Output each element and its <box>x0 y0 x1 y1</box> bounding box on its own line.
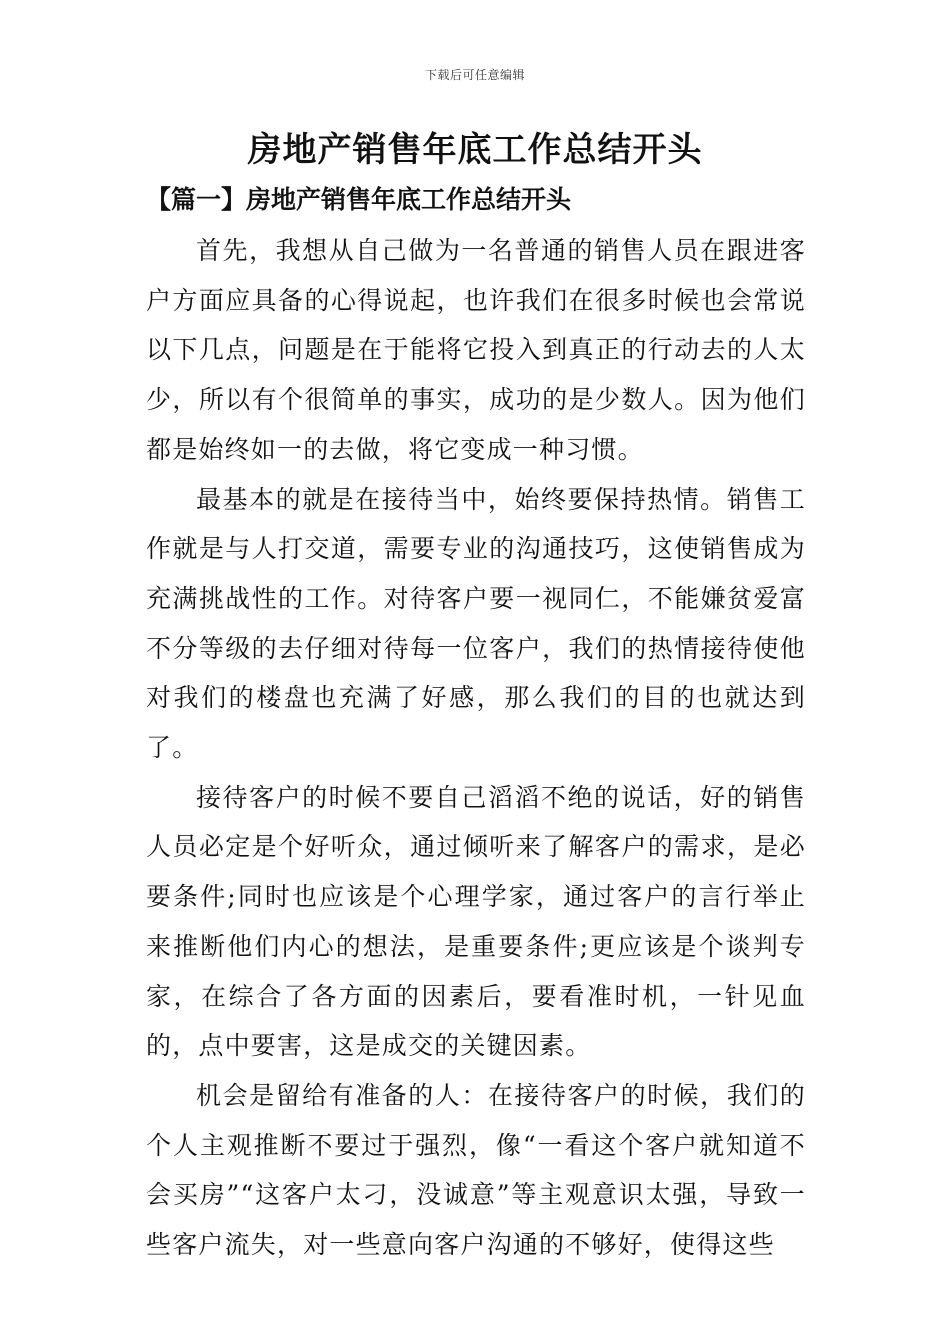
section-heading: 【篇一】房地产销售年底工作总结开头 <box>146 185 572 214</box>
document-title: 房地产销售年底工作总结开头 <box>247 130 703 170</box>
paragraph: 接待客户的时候不要自己滔滔不绝的说话，好的销售人员必定是个好听众，通过倾听来了解客户的需求，是必要条件;同时也应该是个心理学家，通过客户的言行举止来推断他们内心的想法，是重要条件;更应该是个谈判专家，在综合了各方面的因素后，要看准时机，一针见血的，点中要害，这是成交的关键因素。 <box>146 782 806 1061</box>
paragraph: 首先，我想从自己做为一名普通的销售人员在跟进客户方面应具备的心得说起，也许我们在很多时候也会常说以下几点，问题是在于能将它投入到真正的行动去的人太少，所以有个很简单的事实，成功的是少数人。因为他们都是始终如一的去做，将它变成一种习惯。 <box>146 236 806 464</box>
header-note: 下载后可任意编辑 <box>424 68 525 82</box>
paragraph: 最基本的就是在接待当中，始终要保持热情。销售工作就是与人打交道，需要专业的沟通技巧，这使销售成为充满挑战性的工作。对待客户要一视同仁，不能嫌贫爱富不分等级的去仔细对待每一位客户，我们的热情接待使他对我们的楼盘也充满了好感，那么我们的目的也就达到了。 <box>146 484 806 763</box>
document-body <box>146 226 806 1270</box>
paragraph: 机会是留给有准备的人：在接待客户的时候，我们的个人主观推断不要过于强烈，像“一看这个客户就知道不会买房”“这客户太刁，没诚意”等主观意识太强，导致一些客户流失，对一些意向客户沟通的不够好，使得这些 <box>146 1080 806 1260</box>
